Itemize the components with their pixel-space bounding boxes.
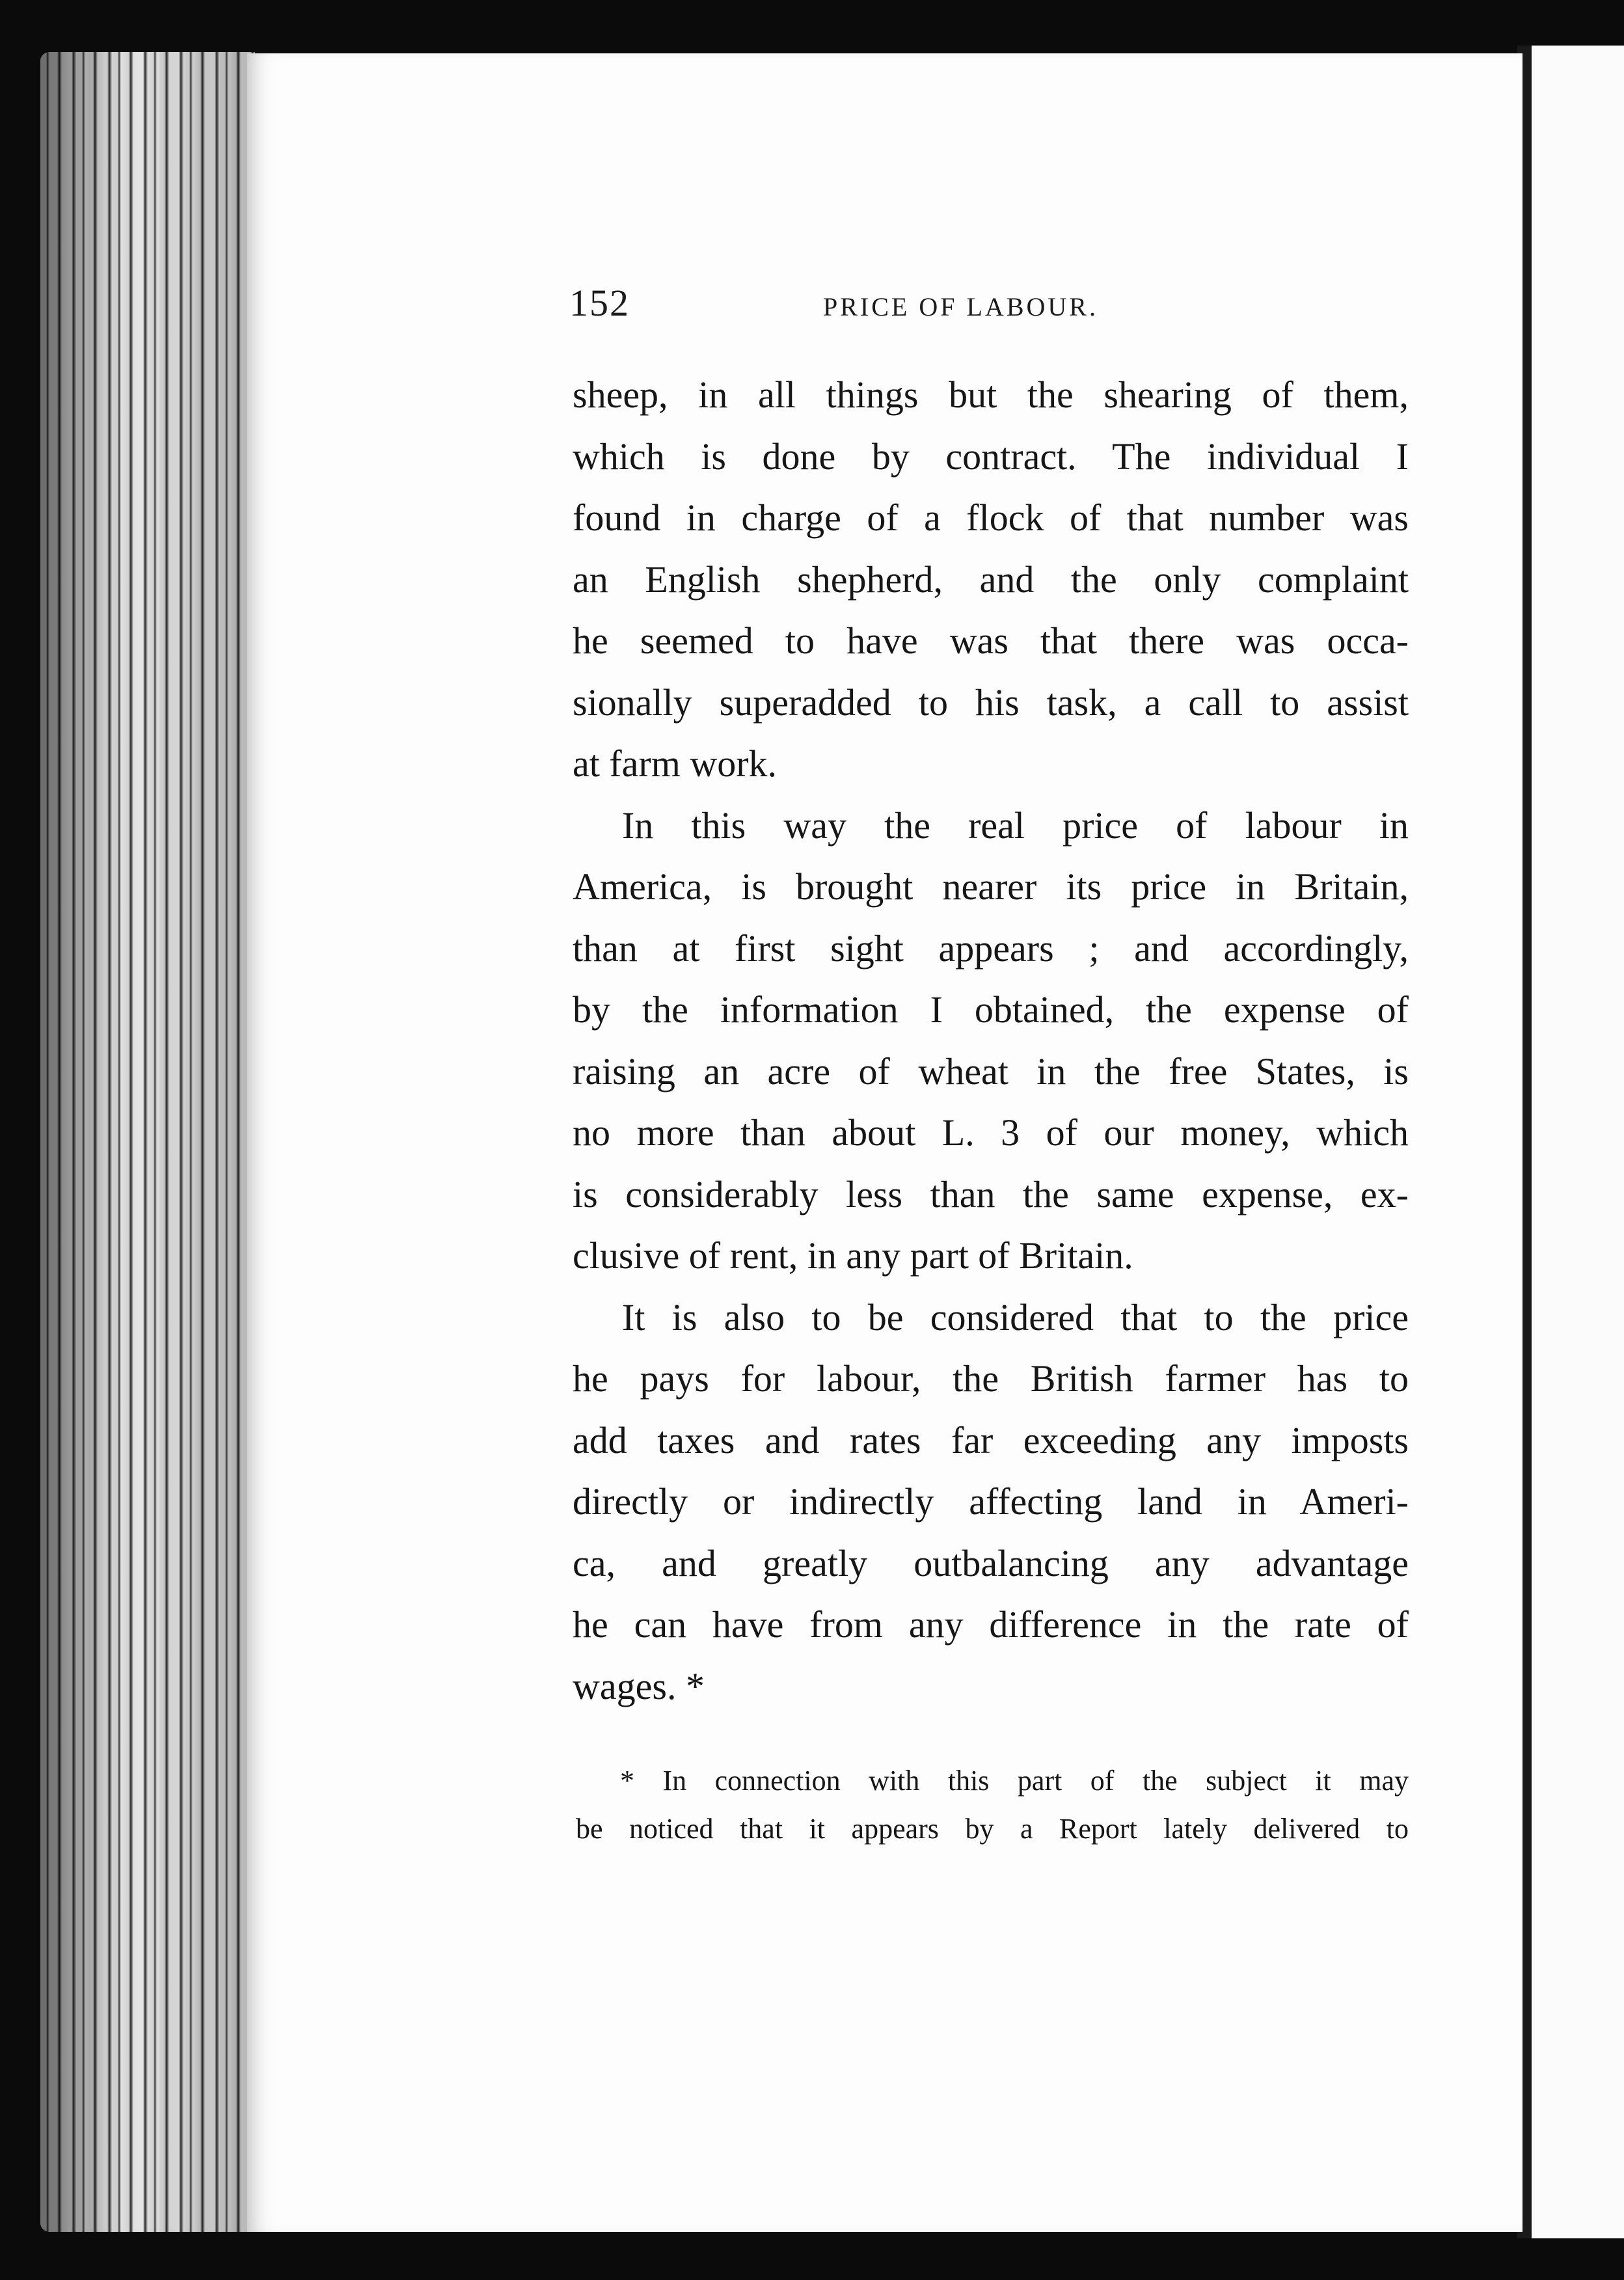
text-line: It is also to be considered that to the price <box>622 1296 1409 1338</box>
text-line: raising an acre of wheat in the free States, is <box>573 1050 1409 1092</box>
text-line: found in charge of a flock of that number was <box>573 496 1409 539</box>
text-line: than at first sight appears ; and accordingly, <box>573 927 1409 970</box>
text-line: he can have from any difference in the rate of <box>573 1603 1409 1646</box>
footnote <box>576 1757 1409 1853</box>
text-line: at farm work. <box>573 742 778 785</box>
text-line: clusive of rent, in any part of Britain. <box>573 1234 1133 1277</box>
text-line: add taxes and rates far exceeding any imposts <box>573 1418 1409 1461</box>
text-line: directly or indirectly affecting land in Ameri- <box>573 1480 1409 1523</box>
running-title: PRICE OF LABOUR. <box>823 292 1098 321</box>
text-line: he pays for labour, the British farmer has to <box>573 1357 1409 1400</box>
footnote-line: be noticed that it appears by a Report lately delivered to <box>576 1813 1409 1845</box>
fore-edge-shadow <box>40 52 255 2232</box>
footnote-line: * In connection with this part of the subject it may <box>620 1765 1409 1797</box>
text-line: which is done by contract. The individual I <box>573 435 1409 478</box>
text-line: ca, and greatly outbalancing any advantage <box>573 1541 1409 1584</box>
text-line: sionally superadded to his task, a call to assist <box>573 681 1409 724</box>
text-line: by the information I obtained, the expense of <box>573 988 1409 1031</box>
text-line: sheep, in all things but the shearing of them, <box>573 373 1409 416</box>
body-text <box>573 364 1409 1717</box>
text-line: wages. * <box>573 1664 705 1707</box>
text-line: he seemed to have was that there was occa- <box>573 619 1409 662</box>
text-line: no more than about L. 3 of our money, which <box>573 1111 1409 1154</box>
facing-page-edge <box>1517 46 1624 2238</box>
text-line: an English shepherd, and the only complaint <box>573 558 1409 601</box>
text-line: is considerably less than the same expense, ex- <box>573 1173 1409 1215</box>
text-line: In this way the real price of labour in <box>622 804 1409 847</box>
running-head <box>569 281 1409 333</box>
page-number: 152 <box>569 282 630 324</box>
text-line: America, is brought nearer its price in Britain, <box>573 865 1409 908</box>
